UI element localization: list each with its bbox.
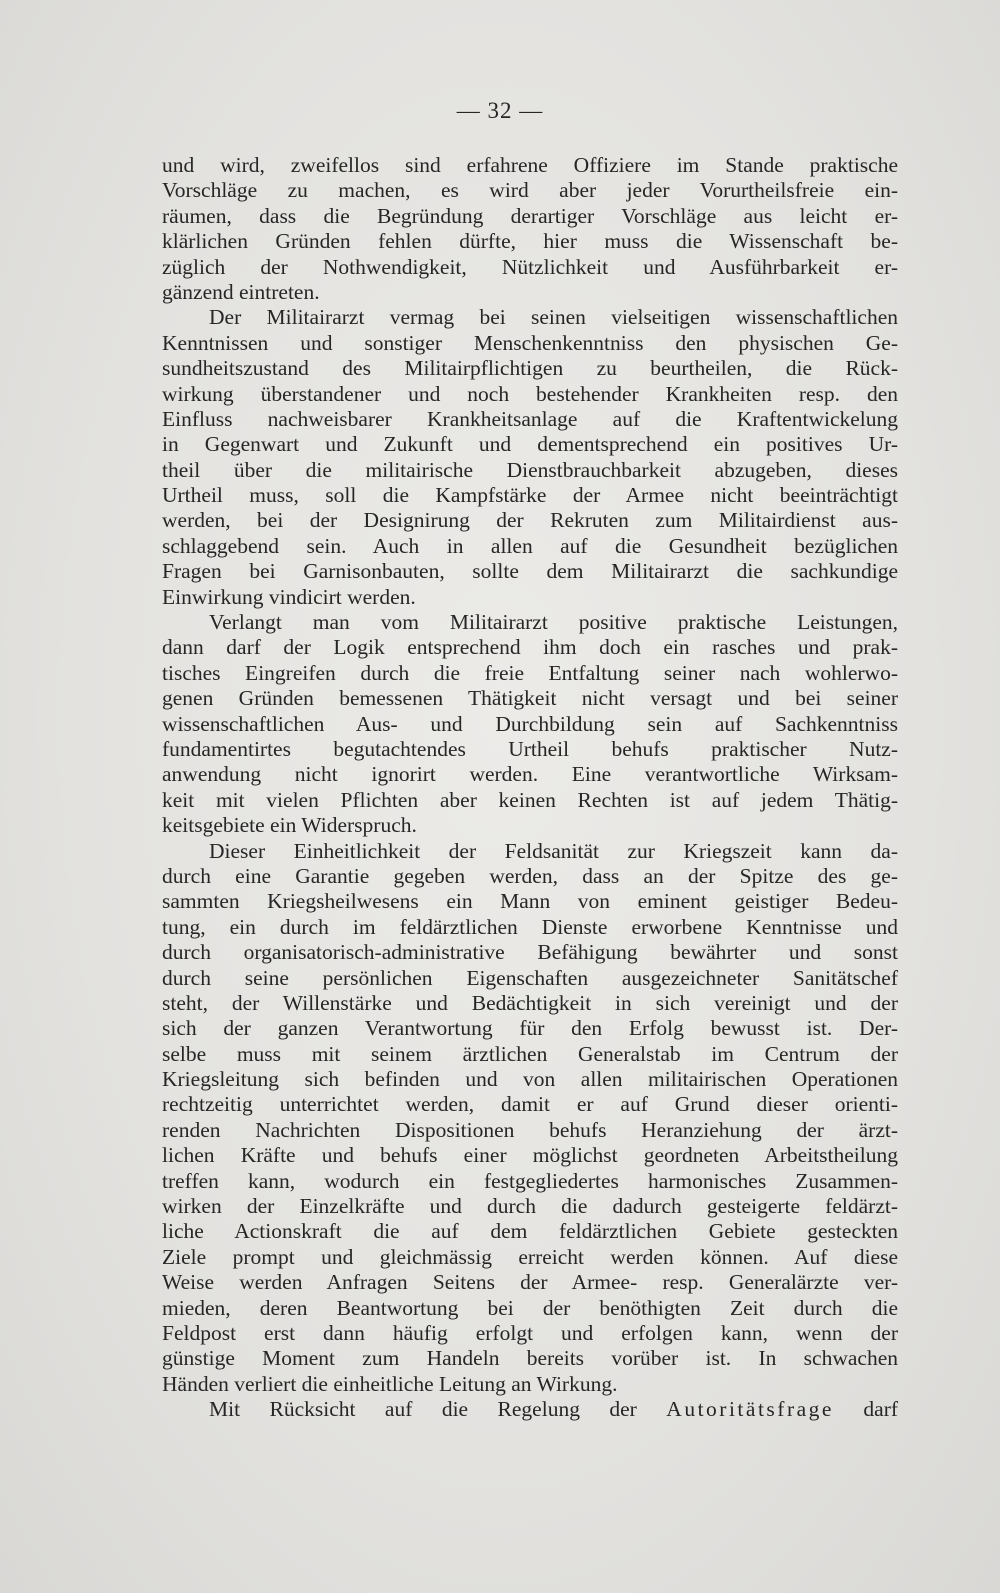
text-line: Dieser Einheitlichkeit der Feldsanität zur Kriegszeit kann da- — [209, 838, 898, 863]
page-number: — 32 — — [456, 98, 544, 123]
text-line: treffen kann, wodurch ein festgegliedertes harmonisches Zusammen- — [162, 1168, 898, 1193]
text-line: Fragen bei Garnisonbauten, sollte dem Militairarzt die sachkundige — [162, 559, 898, 584]
text-line: und wird, zweifellos sind erfahrene Offiziere im Stande praktische — [162, 153, 898, 177]
text-line: gänzend eintreten. — [162, 279, 320, 304]
text-line: renden Nachrichten Dispositionen behufs Heranziehung der ärzt- — [162, 1117, 898, 1142]
text-line: in Gegenwart und Zukunft und dementsprechend ein positives Ur- — [162, 432, 898, 457]
text-line: durch organisatorisch-administrative Befähigung bewährter und sonst — [162, 940, 898, 965]
text-line: werden, bei der Designirung der Rekruten zum Militairdienst aus- — [162, 508, 898, 533]
text-line: tung, ein durch im feldärztlichen Dienste erworbene Kenntnisse und — [162, 914, 898, 939]
text-line: Ziele prompt und gleichmässig erreicht werden können. Auf diese — [162, 1244, 898, 1269]
text-line: sich der ganzen Verantwortung für den Erfolg bewusst ist. Der- — [162, 1016, 898, 1041]
text-line: Kenntnissen und sonstiger Menschenkenntniss den physischen Ge- — [162, 330, 898, 355]
text-line: wirkung überstandener und noch bestehender Krankheiten resp. den — [162, 381, 898, 406]
text-line: keitsgebiete ein Widerspruch. — [162, 813, 417, 838]
text-line: züglich der Nothwendigkeit, Nützlichkeit und Ausführbarkeit er- — [162, 254, 898, 279]
text-line: genen Gründen bemessenen Thätigkeit nicht versagt und bei seiner — [162, 686, 898, 711]
text-line: keit mit vielen Pflichten aber keinen Rechten ist auf jedem Thätig- — [162, 787, 898, 812]
text-line: Händen verliert die einheitliche Leitung an Wirkung. — [162, 1371, 618, 1396]
text-line: Weise werden Anfragen Seitens der Armee- resp. Generalärzte ver- — [162, 1270, 898, 1295]
text-line: Feldpost erst dann häufig erfolgt und erfolgen kann, wenn der — [162, 1320, 898, 1345]
text-line: Vorschläge zu machen, es wird aber jeder Vorurtheilsfreie ein- — [162, 178, 898, 203]
text-line: wirken der Einzelkräfte und durch die dadurch gesteigerte feldärzt- — [162, 1194, 898, 1219]
text-line: liche Actionskraft die auf dem feldärztlichen Gebiete gesteckten — [162, 1219, 898, 1244]
text-line: Einfluss nachweisbarer Krankheitsanlage auf die Kraftentwickelung — [162, 406, 898, 431]
text-line: Einwirkung vindicirt werden. — [162, 584, 416, 609]
text-line: schlaggebend sein. Auch in allen auf die Gesundheit bezüglichen — [162, 533, 898, 558]
body-text — [162, 153, 898, 1423]
text-line: räumen, dass die Begründung derartiger Vorschläge aus leicht er- — [162, 203, 898, 228]
text-segment: darf — [863, 1397, 899, 1422]
emphasized-term: Autoritätsfrage — [666, 1397, 834, 1422]
text-line: Verlangt man vom Militairarzt positive praktische Leistungen, — [209, 610, 898, 635]
text-segment: Mit Rücksicht auf die Regelung der — [209, 1397, 637, 1422]
text-line: klärlichen Gründen fehlen dürfte, hier muss die Wissenschaft be- — [162, 229, 898, 254]
text-line: theil über die militairische Dienstbrauchbarkeit abzugeben, dieses — [162, 457, 898, 482]
text-line: mieden, deren Beantwortung bei der benöthigten Zeit durch die — [162, 1295, 898, 1320]
text-line: rechtzeitig unterrichtet werden, damit er auf Grund dieser orienti- — [162, 1092, 898, 1117]
text-line: wissenschaftlichen Aus- und Durchbildung sein auf Sachkenntniss — [162, 711, 898, 736]
text-line: günstige Moment zum Handeln bereits vorüber ist. In schwachen — [162, 1346, 898, 1371]
text-line: selbe muss mit seinem ärztlichen Generalstab im Centrum der — [162, 1041, 898, 1066]
text-line — [162, 1397, 898, 1422]
text-line: Urtheil muss, soll die Kampfstärke der Armee nicht beeinträchtigt — [162, 483, 898, 508]
text-line: sundheitszustand des Militairpflichtigen zu beurtheilen, die Rück- — [162, 356, 898, 381]
text-line: sammten Kriegsheilwesens ein Mann von eminent geistiger Bedeu- — [162, 889, 898, 914]
text-line: steht, der Willenstärke und Bedächtigkeit in sich vereinigt und der — [162, 990, 898, 1015]
text-line: fundamentirtes begutachtendes Urtheil behufs praktischer Nutz- — [162, 736, 898, 761]
text-line: lichen Kräfte und behufs einer möglichst geordneten Arbeitstheilung — [162, 1143, 898, 1168]
text-line: Der Militairarzt vermag bei seinen vielseitigen wissenschaftlichen — [209, 305, 898, 330]
text-line: durch seine persönlichen Eigenschaften ausgezeichneter Sanitätschef — [162, 965, 898, 990]
text-line: anwendung nicht ignorirt werden. Eine verantwortliche Wirksam- — [162, 762, 898, 787]
text-line: dann darf der Logik entsprechend ihm doch ein rasches und prak- — [162, 635, 898, 660]
text-line: Kriegsleitung sich befinden und von allen militairischen Operationen — [162, 1067, 898, 1092]
text-line: tisches Eingreifen durch die freie Entfaltung seiner nach wohlerwo- — [162, 660, 898, 685]
text-line: durch eine Garantie gegeben werden, dass an der Spitze des ge- — [162, 863, 898, 888]
